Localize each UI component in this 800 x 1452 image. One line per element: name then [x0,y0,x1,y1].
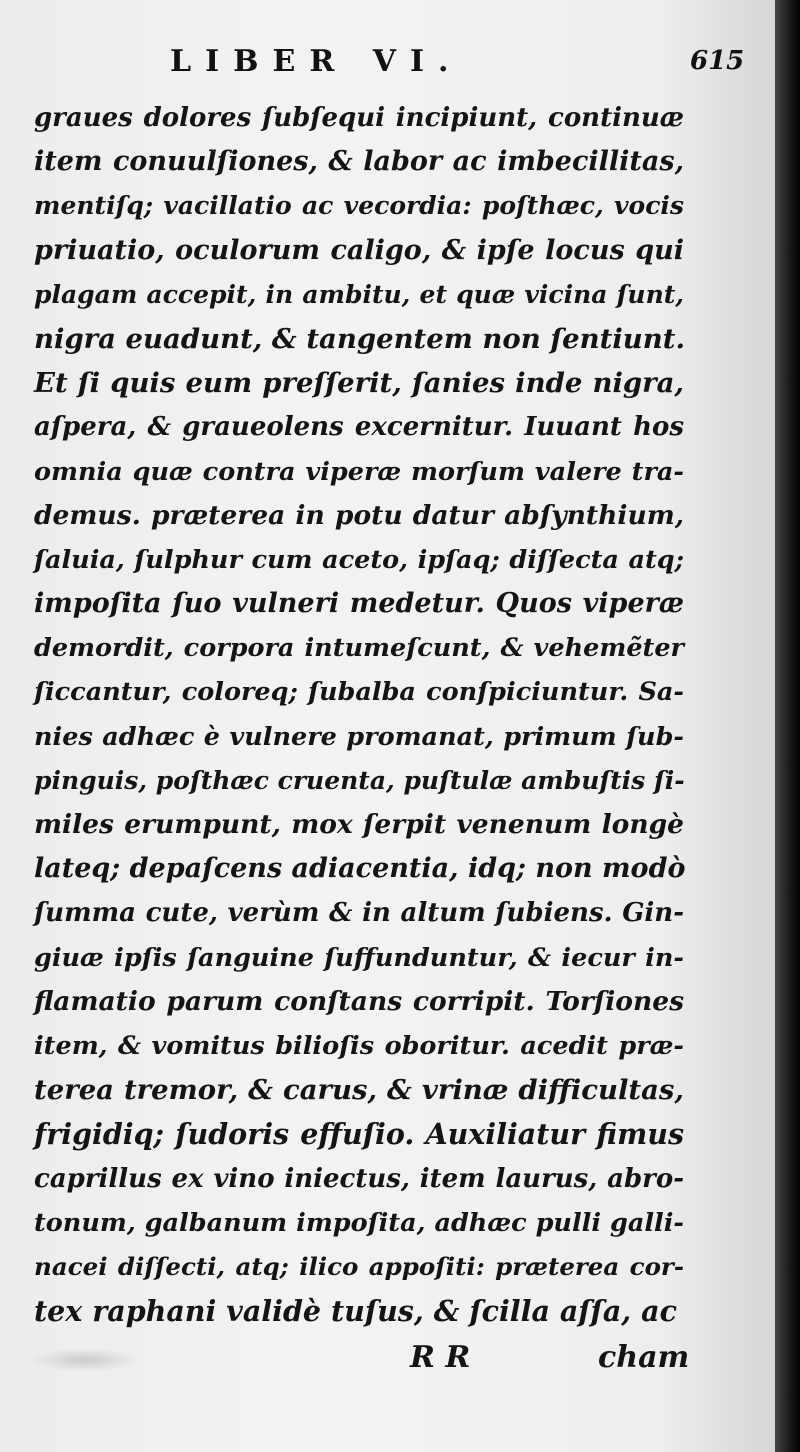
signature-mark: R R [410,1340,471,1375]
text-line: mentiſq; vacillatio ac vecordia: poſthæc, vocis [34,191,684,221]
text-line: aſpera, & graueolens excernitur. Iuuant hos [34,412,684,443]
text-line: omnia quæ contra viperæ morſum valere tra- [34,456,684,487]
page-edge-shadow [775,0,800,1452]
text-line: Et ſi quis eum preſſerit, ſanies inde nigra, [34,367,684,400]
page-header [0,38,775,88]
text-line: ſaluia, ſulphur cum aceto, ipſaq; diſſecta atq; [34,544,684,575]
page-number: 615 [690,46,745,76]
running-head: LIBER VI. [170,44,463,79]
text-line: nacei diſſecti, atq; ilico appoſiti: præterea cor- [34,1251,684,1281]
text-line: item conuulſiones, & labor ac imbecillitas, [34,146,684,178]
text-line: plagam accepit, in ambitu, et quæ vicina ſunt, [34,279,684,309]
text-line: frigidiq; ſudoris effuſio. Auxiliatur fimus [34,1117,684,1152]
text-line: caprillus ex vino iniectus, item laurus, abro- [34,1163,684,1194]
text-line: impoſita ſuo vulneri medetur. Quos viperæ [34,588,684,620]
text-line: ſumma cute, verùm & in altum ſubiens. Gin- [34,898,684,929]
page-footer [0,1340,775,1390]
text-line: ſiccantur, coloreq; ſubalba conſpiciuntur. Sa- [34,677,684,708]
body-text [34,96,684,1333]
text-line: nigra euadunt, & tangentem non ſentiunt. [34,322,686,355]
text-line: lateq; depaſcens adiacentia, idq; non modò [34,853,686,885]
text-line: nies adhæc è vulnere promanat, primum ſub- [34,721,684,752]
text-line: giuæ ipſis ſanguine ſuffunduntur, & iecur in- [34,942,684,973]
text-line: terea tremor, & carus, & vrinæ difficultas, [34,1074,684,1107]
text-line: graues dolores ſubſequi incipiunt, continuæ [34,103,684,133]
text-line: demus. præterea in potu datur abſynthium, [34,499,684,531]
text-line: tex raphani validè tuſus, & ſcilla aſſa, ac [34,1294,677,1329]
text-line: miles erumpunt, mox ſerpit venenum longè [34,809,684,840]
text-line: item, & vomitus bilioſis oboritur. acedit præ- [34,1030,684,1061]
text-line: tonum, galbanum impoſita, adhæc pulli galli- [34,1207,684,1238]
text-line: demordit, corpora intumeſcunt, & vehemẽter [34,633,684,664]
text-line: flamatio parum conſtans corripit. Torſiones [34,985,684,1017]
catchword: cham [598,1340,690,1375]
text-line: pinguis, poſthæc cruenta, puſtulæ ambuſtis ſi- [34,765,685,795]
text-line: priuatio, oculorum caligo, & ipſe locus qui [34,234,684,266]
